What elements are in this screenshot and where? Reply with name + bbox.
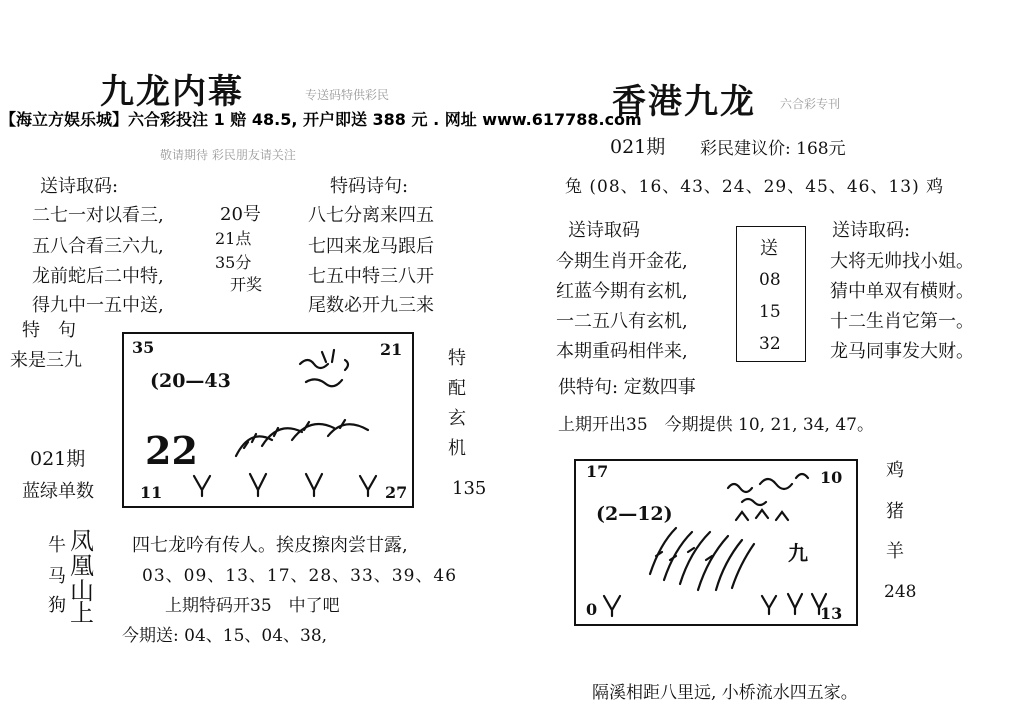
- right-sprout: [604, 596, 620, 616]
- right-title: 香港九龙: [612, 82, 756, 122]
- left-period: 021期: [30, 448, 86, 470]
- right-poem-heading-left: 送诗取码: [568, 220, 640, 241]
- right-faint-subtitle: 六合彩专刊: [780, 97, 841, 111]
- right-poem-line: 猜中单双有横财。: [830, 281, 974, 302]
- right-sketch-nine: 九: [788, 541, 808, 565]
- right-poem-line: 大将无帅找小姐。: [830, 251, 974, 272]
- right-rain-stroke: [656, 548, 712, 560]
- side-char: 机: [448, 438, 466, 459]
- left-sketch-corner-tl: 35: [132, 338, 155, 357]
- right-poem-line: 红蓝今期有玄机,: [556, 281, 688, 302]
- right-side-number: 248: [884, 582, 917, 602]
- side-char: 玄: [448, 408, 466, 429]
- special-heading: 特码诗句:: [330, 176, 409, 197]
- right-poem-line: 一二五八有玄机,: [556, 311, 688, 332]
- color-hint: 蓝绿单数: [22, 481, 94, 502]
- right-sprout: [788, 594, 802, 614]
- left-scribble: [300, 360, 328, 368]
- right-poem-heading-right: 送诗取码:: [832, 220, 911, 241]
- left-poem-line: 得九中一五中送,: [32, 295, 164, 316]
- right-poem-line: 十二生肖它第一。: [830, 311, 974, 332]
- right-sketch-bottom-left: 0: [586, 600, 598, 619]
- send-box-number: 08: [759, 270, 781, 290]
- suggested-price: 彩民建议价: 168元: [700, 139, 846, 159]
- right-poem-line: 今期生肖开金花,: [556, 251, 688, 272]
- left-grass-stroke: [328, 424, 368, 436]
- right-poem-line: 龙马同事发大财。: [830, 341, 974, 362]
- left-sketch-big-number: 22: [145, 428, 198, 473]
- special-line: 八七分离来四五: [308, 205, 434, 226]
- side-char: 特: [448, 348, 466, 369]
- right-period: 021期: [610, 136, 666, 158]
- last-period-line: 上期开出35 今期提供 10, 21, 34, 47。: [558, 415, 874, 435]
- zodiac-char: 狗: [48, 595, 66, 616]
- ad-banner: 【海立方娱乐城】六合彩投注 1 赔 48.5, 开户即送 388 元 . 网址 www.617788.com: [0, 110, 642, 129]
- left-faint-line: 敬请期待 彩民朋友请关注: [160, 148, 296, 162]
- this-period-send: 今期送: 04、15、04、38,: [122, 626, 328, 646]
- footer-poem: 隔溪相距八里远, 小桥流水四五家。: [592, 683, 858, 703]
- left-side-number: 135: [452, 478, 487, 499]
- right-scribble: [742, 499, 766, 505]
- phoenix-char: 上: [70, 599, 94, 627]
- left-sketch-formula: (20—43: [150, 370, 231, 392]
- left-sketch-corner-tr: 21: [380, 340, 403, 359]
- draw-label: 开奖: [230, 275, 263, 294]
- side-char: 猪: [886, 501, 904, 522]
- right-sprout: [812, 594, 826, 614]
- draw-date: 20号: [220, 204, 261, 225]
- side-char: 鸡: [886, 460, 904, 481]
- send-box-number: 15: [759, 302, 781, 322]
- tejv-label: 特 句: [22, 320, 76, 341]
- last-special-result: 上期特码开35 中了吧: [165, 596, 340, 616]
- right-sketch-bottom-right: 13: [820, 604, 843, 623]
- right-sketch-corner-tr: 10: [820, 468, 843, 487]
- phoenix-char: 山: [70, 577, 94, 605]
- left-faint-subtitle: 专送码特供彩民: [305, 88, 390, 102]
- left-poem-line: 二七一对以看三,: [32, 205, 164, 226]
- right-scribble: [760, 474, 808, 489]
- zodiac-char: 马: [48, 566, 66, 587]
- right-scribble: [728, 484, 752, 492]
- left-sprout: [306, 474, 322, 496]
- right-scribble: [736, 510, 788, 520]
- special-line: 七四来龙马跟后: [308, 236, 434, 257]
- right-sketch-corner-tl: 17: [586, 462, 609, 481]
- draw-hour: 21点: [215, 229, 252, 248]
- number-list: 03、09、13、17、28、33、39、46: [142, 566, 458, 586]
- left-sketch-bottom-left: 11: [140, 483, 163, 502]
- right-sprout: [762, 596, 776, 614]
- side-char: 配: [448, 378, 466, 399]
- special-line: 七五中特三八开: [308, 266, 434, 287]
- draw-minute: 35分: [215, 253, 252, 272]
- special-hint: 供特句: 定数四事: [558, 377, 696, 398]
- right-rain-stroke: [650, 528, 676, 574]
- left-title: 九龙内幕: [100, 72, 244, 112]
- left-poem-line: 龙前蛇后二中特,: [32, 266, 164, 287]
- left-grass-stroke: [292, 424, 334, 440]
- left-sprout: [194, 476, 210, 496]
- left-poem-line: 五八合看三六九,: [32, 236, 164, 257]
- right-rain-stroke: [698, 536, 728, 590]
- left-sketch-bottom-right: 27: [385, 483, 408, 502]
- left-grass-stroke: [262, 428, 302, 446]
- right-sketch-formula: (2—12): [596, 503, 673, 525]
- left-poem-heading: 送诗取码:: [40, 176, 119, 197]
- couplet: 四七龙吟有传人。挨皮擦肉尝甘露,: [132, 535, 408, 556]
- right-poem-line: 本期重码相伴来,: [556, 341, 688, 362]
- right-rain-stroke: [664, 532, 692, 580]
- rabbit-line: 兔 (08、16、43、24、29、45、46、13) 鸡: [565, 177, 945, 197]
- zodiac-char: 牛: [48, 535, 66, 556]
- left-sprout: [250, 474, 266, 496]
- send-box-number: 32: [759, 334, 781, 354]
- left-scribble: [306, 379, 342, 386]
- special-line: 尾数必开九三来: [308, 295, 434, 316]
- phoenix-char: 凤: [70, 527, 94, 555]
- send-box-label: 送: [760, 238, 778, 259]
- tejv-line: 来是三九: [10, 350, 82, 371]
- phoenix-char: 凰: [70, 552, 94, 580]
- left-sprout: [360, 476, 376, 496]
- side-char: 羊: [886, 541, 904, 562]
